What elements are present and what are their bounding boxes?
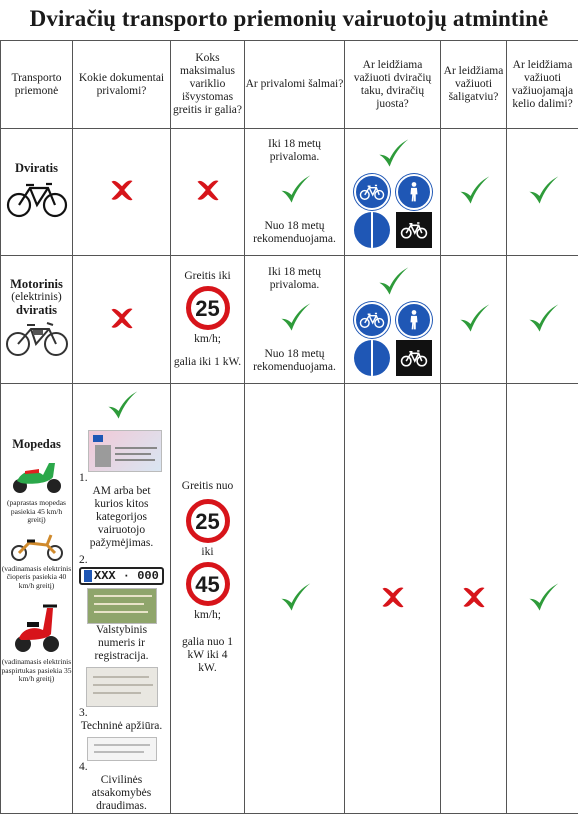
speed-unit: km/h; <box>171 333 244 346</box>
cross-icon <box>193 175 223 205</box>
check-icon <box>457 301 491 335</box>
check-icon <box>376 136 410 170</box>
sidewalk-ebike <box>441 256 507 384</box>
shared-path-sign-icon <box>396 302 432 338</box>
cross-icon <box>107 303 137 333</box>
shared-path-sign-icon <box>396 174 432 210</box>
scooter-caption: (vadinamasis elektrinis paspirtukas pasiekia 35 km/h greitį) <box>1 658 72 684</box>
split-path-sign-icon <box>354 340 390 376</box>
helmet-over-18: Nuo 18 metų rekomenduojama. <box>245 220 344 246</box>
chopper-caption: (vadinamasis elektrinis čioperis pasiekia 40 km/h greitį) <box>1 565 72 591</box>
documents-moped <box>73 384 171 814</box>
doc4-number: 4. <box>79 761 88 773</box>
vehicle-name: Dviratis <box>1 162 72 175</box>
row-moped <box>1 384 578 814</box>
bicycle-lane-sign-icon <box>354 174 390 210</box>
roadway-moped <box>507 384 578 814</box>
cross-icon <box>459 582 489 612</box>
helmet-under-18: Iki 18 metų privaloma. <box>245 138 344 164</box>
documents-bicycle <box>73 129 171 256</box>
header-roadway: Ar leidžiama važiuoti važiuojamąja kelio dalimi? <box>507 41 578 129</box>
speed-label: Greitis nuo <box>171 480 244 493</box>
vehicle-moped <box>1 384 73 814</box>
check-icon <box>376 264 410 298</box>
electric-bicycle-icon <box>5 317 69 357</box>
check-icon <box>278 300 312 334</box>
doc4-text: Civilinės atsakomybės draudimas. <box>73 774 170 813</box>
rules-table <box>0 40 578 814</box>
documents-ebike <box>73 256 171 384</box>
vehicle-name-line2: (elektrinis) <box>1 291 72 304</box>
moped-icon <box>9 455 65 495</box>
vehicle-name: Mopedas <box>1 438 72 451</box>
header-documents: Kokie dokumentai privalomi? <box>73 41 171 129</box>
bicycle-road-marking-icon <box>396 212 432 248</box>
check-icon <box>278 172 312 206</box>
doc1-text: AM arba bet kurios kitos kategorijos vairuotojo pažymėjimas. <box>73 485 170 550</box>
helmet-under-18: Iki 18 metų privaloma. <box>245 266 344 292</box>
row-bicycle <box>1 129 578 256</box>
header-sidewalk: Ar leidžiama važiuoti šaligatviu? <box>441 41 507 129</box>
page-title: Dviračių transporto priemonių vairuotojų atmintinė <box>0 0 578 40</box>
power-range: galia nuo 1 kW iki 4 kW. <box>171 636 244 675</box>
bikelane-bicycle <box>345 129 441 256</box>
registration-image <box>87 588 157 624</box>
speed-limit-sign-icon: 25 <box>186 286 230 330</box>
insurance-image <box>87 737 157 761</box>
vehicle-name-line1: Motorinis <box>1 278 72 291</box>
eu-flag-icon <box>84 570 92 582</box>
row-ebike <box>1 256 578 384</box>
electric-scooter-icon <box>13 598 61 654</box>
speed-sign-min-icon: 25 <box>186 499 230 543</box>
speed-ebike <box>171 256 245 384</box>
check-icon <box>457 173 491 207</box>
helmet-ebike <box>245 256 345 384</box>
doc2-text: Valstybinis numeris ir registracija. <box>73 624 170 663</box>
sidewalk-bicycle <box>441 129 507 256</box>
power-limit: galia iki 1 kW. <box>171 356 244 369</box>
speed-sign-max-icon: 45 <box>186 562 230 606</box>
bicycle-icon <box>6 179 68 219</box>
inspection-image <box>86 667 158 707</box>
split-path-sign-icon <box>354 212 390 248</box>
doc3-number: 3. <box>79 707 88 719</box>
roadway-bicycle <box>507 129 578 256</box>
bikelane-moped <box>345 384 441 814</box>
header-bike-lane: Ar leidžiama važiuoti dviračių taku, dviračių juosta? <box>345 41 441 129</box>
moped-caption: (paprastas mopedas pasiekia 45 km/h greitį) <box>1 499 72 525</box>
helmet-over-18: Nuo 18 metų rekomenduojama. <box>245 348 344 374</box>
check-icon <box>278 580 312 614</box>
sidewalk-moped <box>441 384 507 814</box>
cross-icon <box>107 175 137 205</box>
check-icon <box>526 580 560 614</box>
doc3-text: Techninė apžiūra. <box>73 720 170 733</box>
bicycle-road-marking-icon <box>396 340 432 376</box>
cross-icon <box>378 582 408 612</box>
header-row <box>1 41 578 129</box>
speed-unit: km/h; <box>171 609 244 622</box>
header-speed: Koks maksimalus variklio išvystomas greitis ir galia? <box>171 41 245 129</box>
plate-text: XXX · 000 <box>94 569 159 583</box>
doc2-number: 2. <box>79 554 88 566</box>
speed-bicycle <box>171 129 245 256</box>
speed-moped <box>171 384 245 814</box>
header-helmet: Ar privalomi šalmai? <box>245 41 345 129</box>
speed-range-word: iki <box>171 546 244 559</box>
vehicle-bicycle <box>1 129 73 256</box>
helmet-bicycle <box>245 129 345 256</box>
vehicle-ebike <box>1 256 73 384</box>
license-plate <box>79 567 164 585</box>
header-vehicle: Transporto priemonė <box>1 41 73 129</box>
vehicle-name-line3: dviratis <box>1 304 72 317</box>
helmet-moped <box>245 384 345 814</box>
check-icon <box>105 388 139 422</box>
speed-label: Greitis iki <box>171 270 244 283</box>
driving-license-image <box>88 430 162 472</box>
bicycle-lane-sign-icon <box>354 302 390 338</box>
doc1-number: 1. <box>79 472 88 484</box>
roadway-ebike <box>507 256 578 384</box>
check-icon <box>526 173 560 207</box>
check-icon <box>526 301 560 335</box>
bikelane-ebike <box>345 256 441 384</box>
electric-chopper-icon <box>9 531 65 561</box>
